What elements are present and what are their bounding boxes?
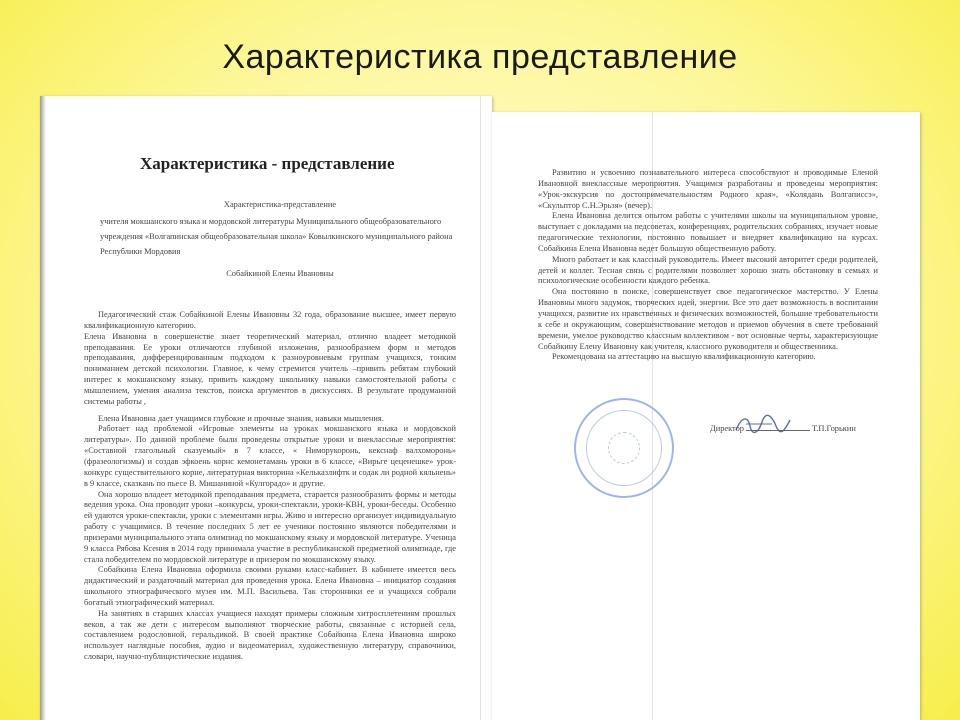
document-page-left <box>40 96 492 720</box>
document-page-right <box>492 112 920 720</box>
signatory-name: Т.П.Горькин <box>811 424 856 433</box>
body-paragraph: Елена Ивановна в совершенстве знает теоретический материал, отлично владеет методикой преподавания. Ее уроки отличаются глубиной изложения, разнообразием форм и методов преподавания, дифференцированным подходом к разноуровневым группам учащихся, тонким пониманием детской психологии. Главное, к чему стремится учитель –привить ребятам глубокий интерес к мокшанскому языку, привить каждому школьнику навыки самостоятельной работы с мышлением, умения анализа текстов, поиска аргументов в дискуссиях. В результате продуманной системы работы , <box>84 331 456 406</box>
document-subheading: Характеристика-представление <box>223 200 337 209</box>
document-body-left <box>84 310 456 663</box>
intro-line: учреждения «Волгапинская общеобразовательная школа» Ковылкинского муниципального района <box>100 231 453 241</box>
page-edge-shadow <box>40 96 46 720</box>
page-fold-line <box>480 96 481 720</box>
body-paragraph: Собайкина Елена Ивановна оформила своими руками класс-кабинет. В кабинете имеется весь дидактический и раздаточный материал для проведения урока. Елена Ивановна – инициатор создания школьного этнографического музея им. М.П. Васильева. Так сторонники ее и учащихся собрали богатый этнографический материал. <box>84 565 456 607</box>
body-paragraph: Работает над проблемой «Игровые элементы на уроках мокшанского языка и мордовской литературы». По данной проблеме были проведены открытые уроки и внеклассные мероприятия: «Составной глагольный сказуемый» в 7 классе, « Ниморукоронь, кекснаф валхоморонь» (фразеологизмы) и создав эфкоень корнс кемонетамань уроки в 6 классе, «Вирьге цеценешке» урок-конкурс существительного корне, литературная викторина «Кельказлифтк и содак ли родной кяльнень» в 9 классе, сказкань по пьесе В. Мишаниной «Кулгорадо» и другие. <box>84 424 456 488</box>
body-paragraph: Она хорошо владеет методикой преподавания предмета, старается разнообразить формы и методы ведения урока. Она проводит уроки –конкурсы, уроки-спектакли, уроки-КВН, уроки-беседы. Особенно ей удаются уроки-спектакли, уроки с элементами игры. Живо и интересно организует индивидуальную работу с учащимися. В течение последних 5 лет ее ученики постоянно являются победителями и призерами муниципального этапа олимпиад по мокшанскому языку и мордовской литературе. Ученица 9 класса Рябова Ксения в 2014 году принимала участие в республиканской предметной олимпиаде, где стала победителем по мордовской литературе и призером по мокшанскому языку. <box>84 489 456 564</box>
slide-title: Характеристика представление <box>222 38 738 76</box>
teacher-name: Собайкиной Елены Ивановны <box>226 269 334 279</box>
body-paragraph: Елена Ивановна делится опытом работы с учителями школы на муниципальном уровне, выступает с докладами на педсоветах, конференциях, родительских собраниях, изучает новые педагогические технологии, постоянно повышает и внедряет квалификацию на курсах. Собайкина Елена Ивановна ведет большую общественную работу. <box>538 211 878 253</box>
document-intro <box>100 200 460 280</box>
body-paragraph: Много работает и как классный руководитель. Имеет высокий авторитет среди родителей, детей и коллег. Тесная связь с родителями позволяет хорошо знать обстановку в семьях и психологические особенности каждого ребенка. <box>538 254 878 286</box>
body-paragraph: Педагогический стаж Собайкиной Елены Ивановны 32 года, образование высшее, имеет первую квалификационную категорию. <box>84 310 456 330</box>
official-stamp <box>574 398 674 498</box>
document-body-right <box>538 168 878 363</box>
body-paragraph: Елена Ивановна дает учащимся глубокие и прочные знания, навыки мышления. <box>98 413 384 423</box>
body-paragraph: Развитию и усвоению познавательного интереса способствуют и проводимые Еленой Ивановной внеклассные мероприятия. Учащимся разработаны и проведены мероприятия: «Урок-экскурсия по достопримечательностям Родного края», «Колядань Волгаписсэ», «Скульптор С.Н.Эрьзя» (вечер). <box>538 168 878 210</box>
signatory-title: Директор <box>710 424 744 433</box>
signature-line <box>746 430 810 431</box>
document-heading: Характеристика - представление <box>140 154 395 173</box>
body-paragraph: На занятиях в старших классах учащиеся находят примеры сложным хитросплетениям прошлых веков, а так же дети с интересом выполняют творческие работы, связанные с историей села, составлением родословной, геральдикой. В своей практике Собайкина Елена Ивановна широко использует наглядные пособия, аудио и видеоматериал, художественную литературу, справочники, словари, научно-публицистические издания. <box>84 608 456 662</box>
body-paragraph: Рекомендована на аттестацию на высшую квалификационную категорию. <box>552 352 816 362</box>
signature-row <box>710 424 856 433</box>
body-paragraph: Она постоянно в поиске, совершенствует свое педагогическое мастерство. У Елены Ивановны много задумок, творческих идей, энергии. Все это дает возможность в воспитании учащихся, развитие их нравственных и физических возможностей, большие требовательности к себе и окружающим, совершенствование методов и приемов обучения в свете требований времени, умелое руководство классным коллективом - вот основные черты, характеризующие Собайкину Елену Ивановну как учителя, классного руководителя и общественника. <box>538 287 878 351</box>
intro-line: учителя мокшанского языка и мордовской литературы Муниципального общеобразовательного <box>100 216 442 226</box>
intro-line: Республики Мордовия <box>100 246 181 256</box>
